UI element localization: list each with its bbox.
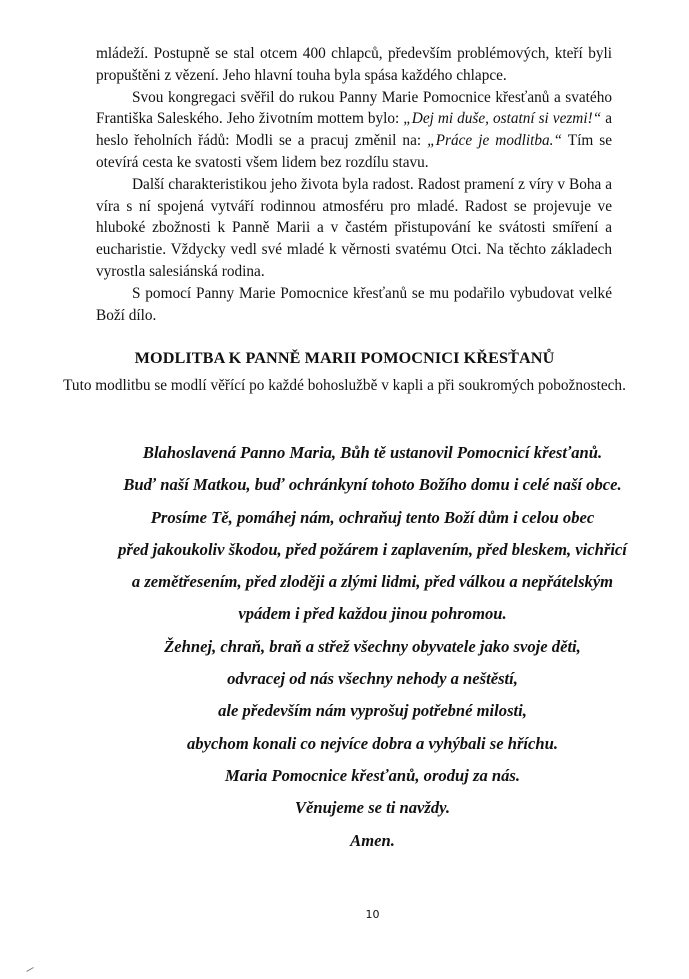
prayer-line: před jakoukoliv škodou, před požárem i zaplavením, před bleskem, vichřicí bbox=[118, 539, 627, 559]
prayer-line: ale především nám vyprošuj potřebné milosti, bbox=[218, 701, 527, 721]
prayer-line: Maria Pomocnice křesťanů, oroduj za nás. bbox=[224, 765, 521, 785]
prayer-line: Amen. bbox=[350, 830, 395, 850]
prayer-line: odvracej od nás všechny nehody a neštěstí, bbox=[227, 669, 518, 689]
body-paragraph bbox=[96, 174, 612, 283]
prayer-line: vpádem i před každou jinou pohromou. bbox=[238, 604, 507, 624]
prayer-line: Buď naší Matkou, buď ochránkyní tohoto Božího domu i celé naší obce. bbox=[123, 475, 622, 495]
body-paragraph bbox=[96, 43, 612, 87]
paragraph-text: mládeží. Postupně se stal otcem 400 chlapců, především problémových, kteří byli propuštěni z vězení. Jeho hlavní touha byla spása každého chlapce. bbox=[96, 45, 612, 84]
paragraph-text: Další charakteristikou jeho života byla radost. Radost pramení z víry v Boha a víra s ní spojená vytváří rodinnou atmosféru pro mladé. Radost se projevuje ve hluboké zbožnosti k Panně Marii a v častém přistupování ke svátosti smíření a eucharistie. Vždycky vedl své mladé k věrnosti svatému Otci. Na těchto základech vyrostla salesiánská rodina. bbox=[96, 175, 612, 280]
page-number: 10 bbox=[365, 908, 380, 921]
quoted-motto: „Dej mi duše, ostatní si vezmi!“ bbox=[403, 110, 602, 128]
prayer-line: a zemětřesením, před zloději a zlými lidmi, před válkou a nepřátelským bbox=[131, 572, 614, 592]
quoted-motto: „Práce je modlitba.“ bbox=[427, 132, 562, 150]
body-paragraph bbox=[96, 283, 612, 327]
prayer-text bbox=[0, 437, 689, 857]
body-paragraph bbox=[96, 87, 612, 174]
prayer-line: Žehnej, chraň, braň a střež všechny obyvatele jako svoje děti, bbox=[164, 636, 581, 656]
prayer-line: Blahoslavená Panno Maria, Bůh tě ustanovil Pomocnicí křesťanů. bbox=[142, 443, 603, 462]
prayer-line: Prosíme Tě, pomáhej nám, ochraňuj tento Boží dům i celou obec bbox=[150, 507, 595, 527]
paragraph-text: S pomocí Panny Marie Pomocnice křesťanů se mu podařilo vybudovat velké Boží dílo. bbox=[96, 284, 612, 324]
paragraph-text: Tím se otevírá cesta ke svatosti všem lidem bez rozdílu stavu. bbox=[96, 132, 613, 171]
paragraph-text: Svou kongregaci svěřil do rukou Panny Marie Pomocnice křesťanů a svatého Františka Saleského. Jeho životním mottem bylo: bbox=[96, 88, 612, 128]
prayer-line: abychom konali co nejvíce dobra a vyhýbali se hříchu. bbox=[186, 733, 559, 753]
body-text bbox=[96, 43, 612, 326]
prayer-intro: Tuto modlitbu se modlí věřící po každé bohoslužbě v kapli a při soukromých pobožnostech. bbox=[63, 377, 626, 394]
paragraph-text: a heslo řeholních řádů: Modli se a pracuj změnil na: bbox=[96, 110, 612, 150]
prayer-line: Věnujeme se ti navždy. bbox=[294, 798, 451, 818]
prayer-title: MODLITBA K PANNĚ MARII POMOCNICI KŘESŤANŮ bbox=[134, 349, 555, 367]
margin-mark bbox=[26, 967, 33, 972]
